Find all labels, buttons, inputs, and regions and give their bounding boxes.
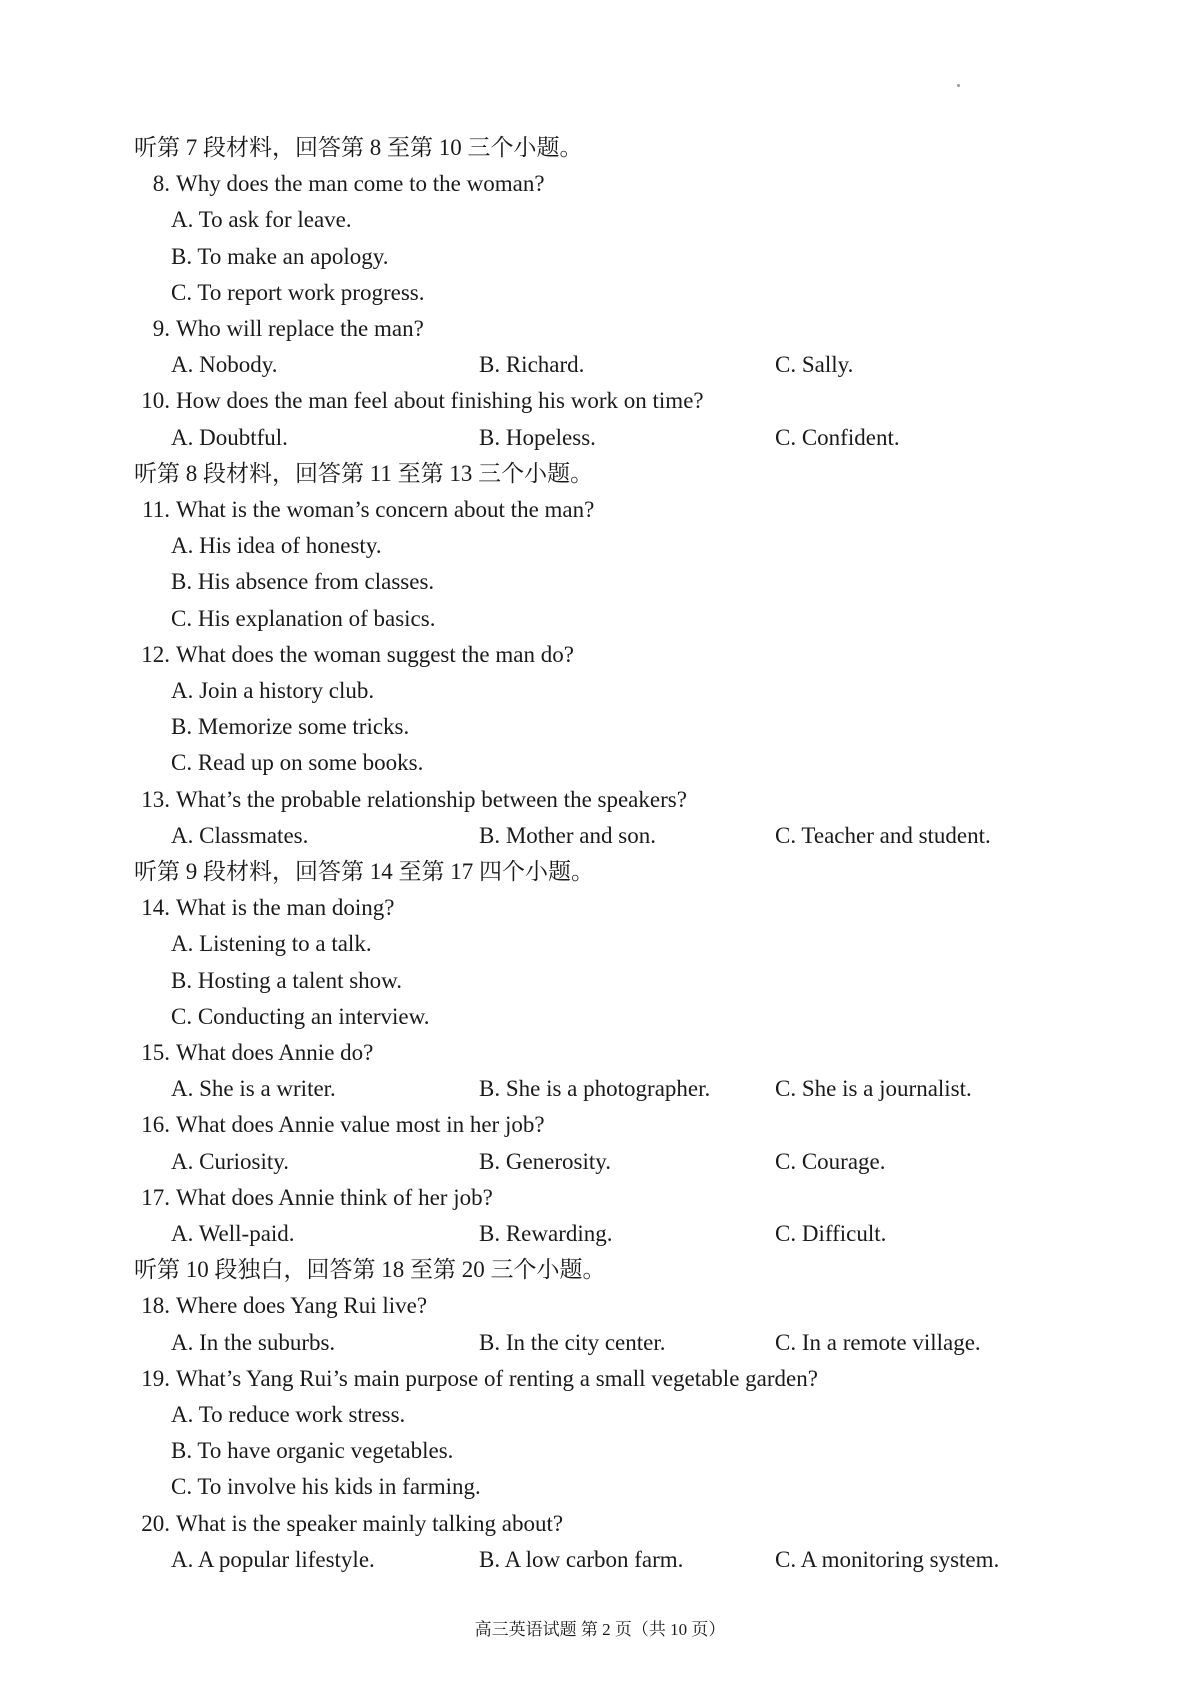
answer-option: A. In the suburbs. [171, 1330, 336, 1355]
answer-option: C. A monitoring system. [775, 1547, 1000, 1572]
answer-option: C. Read up on some books. [171, 750, 424, 775]
question-stem [134, 1038, 373, 1068]
answer-option: B. Rewarding. [479, 1221, 613, 1246]
answer-option: A. Curiosity. [171, 1149, 289, 1174]
question-text: Why does the man come to the woman? [176, 171, 545, 196]
question-number: 14. [141, 895, 170, 920]
section-header: 听第 8 段材料，回答第 11 至第 13 三个小题。 [134, 461, 594, 486]
question-number: 11. [142, 497, 170, 522]
question-number: 18. [141, 1293, 170, 1318]
question-stem [134, 893, 394, 923]
question-number: 16. [141, 1112, 170, 1137]
question-stem [134, 1291, 427, 1321]
answer-option: A. Nobody. [171, 352, 278, 377]
question-text: What does Annie think of her job? [176, 1185, 493, 1210]
answer-option: A. Classmates. [171, 823, 309, 848]
answer-option: C. To involve his kids in farming. [171, 1474, 481, 1499]
question-stem [134, 1364, 818, 1394]
question-stem [134, 386, 704, 416]
question-text: What does the woman suggest the man do? [176, 642, 574, 667]
question-number: 9. [152, 316, 170, 341]
answer-option: C. Conducting an interview. [171, 1004, 430, 1029]
question-number: 17. [141, 1185, 170, 1210]
answer-option: C. Teacher and student. [775, 823, 991, 848]
answer-option: A. Well-paid. [171, 1221, 295, 1246]
answer-option: B. Hopeless. [479, 425, 596, 450]
question-number: 13. [141, 787, 170, 812]
answer-option: B. Memorize some tricks. [171, 714, 410, 739]
question-stem [134, 1183, 493, 1213]
question-stem [134, 169, 545, 199]
question-number: 12. [141, 642, 170, 667]
question-number: 19. [141, 1366, 170, 1391]
answer-option: A. His idea of honesty. [171, 533, 382, 558]
question-stem [134, 314, 424, 344]
question-stem [134, 1509, 563, 1539]
answer-option: B. Generosity. [479, 1149, 612, 1174]
question-text: What does Annie do? [176, 1040, 374, 1065]
answer-option: B. To have organic vegetables. [171, 1438, 454, 1463]
question-text: How does the man feel about finishing his work on time? [176, 388, 704, 413]
question-stem [134, 640, 574, 670]
answer-option: C. Sally. [775, 352, 854, 377]
question-text: What’s the probable relationship between the speakers? [176, 787, 687, 812]
question-text: What’s Yang Rui’s main purpose of renting a small vegetable garden? [176, 1366, 818, 1391]
answer-option: B. Mother and son. [479, 823, 656, 848]
answer-option: C. Courage. [775, 1149, 886, 1174]
question-number: 10. [141, 388, 170, 413]
answer-option: C. To report work progress. [171, 280, 425, 305]
question-stem [134, 785, 687, 815]
question-text: Where does Yang Rui live? [176, 1293, 428, 1318]
answer-option: B. A low carbon farm. [479, 1547, 684, 1572]
answer-option: A. To ask for leave. [171, 207, 352, 232]
question-text: What is the man doing? [176, 895, 395, 920]
answer-option: B. She is a photographer. [479, 1076, 711, 1101]
question-stem [134, 495, 594, 525]
answer-option: B. His absence from classes. [171, 569, 435, 594]
answer-option: C. His explanation of basics. [171, 606, 436, 631]
question-text: What does Annie value most in her job? [176, 1112, 545, 1137]
page-footer: 高三英语试题 第 2 页（共 10 页） [474, 1620, 726, 1639]
answer-option: B. In the city center. [479, 1330, 666, 1355]
section-header: 听第 7 段材料，回答第 8 至第 10 三个小题。 [134, 135, 583, 160]
answer-option: C. Difficult. [775, 1221, 887, 1246]
question-number: 15. [141, 1040, 170, 1065]
answer-option: B. To make an apology. [171, 244, 389, 269]
answer-option: A. Doubtful. [171, 425, 288, 450]
answer-option: A. A popular lifestyle. [171, 1547, 375, 1572]
question-text: Who will replace the man? [176, 316, 424, 341]
section-header: 听第 10 段独白，回答第 18 至第 20 三个小题。 [134, 1257, 606, 1282]
question-text: What is the speaker mainly talking about? [176, 1511, 564, 1536]
answer-option: C. Confident. [775, 425, 900, 450]
question-stem [134, 1110, 545, 1140]
question-number: 8. [152, 171, 170, 196]
answer-option: A. Listening to a talk. [171, 931, 372, 956]
answer-option: C. She is a journalist. [775, 1076, 972, 1101]
answer-option: A. To reduce work stress. [171, 1402, 406, 1427]
question-number: 20. [141, 1511, 170, 1536]
answer-option: C. In a remote village. [775, 1330, 981, 1355]
question-text: What is the woman’s concern about the man? [176, 497, 595, 522]
answer-option: B. Hosting a talent show. [171, 968, 403, 993]
answer-option: A. She is a writer. [171, 1076, 336, 1101]
section-header: 听第 9 段材料，回答第 14 至第 17 四个小题。 [134, 859, 594, 884]
answer-option: B. Richard. [479, 352, 585, 377]
scan-speck [957, 84, 960, 87]
answer-option: A. Join a history club. [171, 678, 375, 703]
